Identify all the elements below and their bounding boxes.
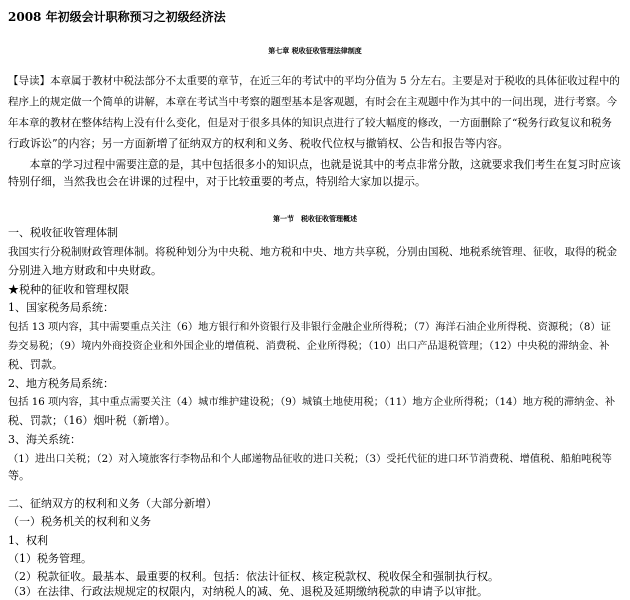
body-line: （3）在法律、行政法规规定的权限内，对纳税人的减、免、退税及延期缴纳税款的申请予以审批。 [8,585,488,598]
body-line: 1、国家税务局系统： [8,301,114,314]
body-line: 券交易税；（9）境内外商投资企业和外国企业的增值税、消费税、企业所得税；（10）出口产品退税管理；（12）中央税的滞纳金、补 [8,340,610,352]
intro-line: 程序上的规定做一个简单的讲解，本章在考试当中考察的题型基本是客观题，有时会在主观题中作为其中的一问出现，进行考察。今 [8,96,617,108]
body-line: （1）进出口关税；（2）对入境旅客行李物品和个人邮递物品征收的进口关税；（3）受托代征的进口环节消费税、增值税、船舶吨税等 [8,453,612,465]
body-line: 包括 13 项内容，其中需要重点关注（6）地方银行和外资银行及非银行金融企业所得税；（7）海洋石油企业所得税、资源税；（8）证 [8,321,611,333]
body-line: 税、罚款。 [8,358,63,371]
body-line: （2）税款征收。最基本、最重要的权利。包括：依法计征权、核定税款权、税收保全和强制执行权。 [8,570,499,583]
body-line: 1、权利 [8,534,48,547]
body-line: 分别进入地方财政和中央财政。 [8,264,162,277]
body-line: 我国实行分税制财政管理体制。将税种划分为中央税、地方税和中央、地方共享税，分别由国税、地税系统管理、征收，取得的税金 [8,246,617,258]
body-line: 3、海关系统： [8,433,81,446]
body-line: 2、地方税务局系统： [8,377,114,390]
intro-line: 特别仔细，当然我也会在讲课的过程中，对于比较重要的考点，特别给大家加以提示。 [8,175,426,188]
heading-line: 二、征纳双方的权利和义务（大部分新增） [8,497,217,510]
body-line: （1）税务管理。 [8,552,92,565]
intro-line: 【导读】本章属于教材中税法部分不太重要的章节，在近三年的考试中的平均分值为 5 分左右。主要是对于税收的具体征收过程中的 [8,75,620,87]
chapter-title: 第七章 税收征收管理法律制度 [268,46,362,55]
body-line: 等。 [8,469,30,482]
section-title: 第一节 税收征收管理概述 [273,214,357,223]
doc-title: 2008 年初级会计职称预习之初级经济法 [8,10,226,24]
body-line: ★税种的征收和管理权限 [8,283,129,296]
body-line: 包括 16 项内容，其中重点需要关注（4）城市维护建设税；（9）城镇土地使用税；（11）地方企业所得税；（14）地方税的滞纳金、补 [8,396,616,408]
intro-line: 本章的学习过程中需要注意的是，其中包括很多小的知识点，也就是说其中的考点非常分散，这就要求我们考生在复习时应该 [8,158,621,171]
subheading-line: （一）税务机关的权利和义务 [8,515,151,528]
body-line: 税、罚款；（16）烟叶税（新增）。 [8,414,176,427]
intro-line: 年本章的教材在整体结构上没有什么变化，但是对于很多具体的知识点进行了较大幅度的修改，一方面删除了“税务行政复议和税务 [8,117,612,129]
heading-line: 一、税收征收管理体制 [8,226,118,239]
intro-line: 行政诉讼”的内容；另一方面新增了征纳双方的权利和义务、税收代位权与撤销权、公告和报告等内容。 [8,137,509,150]
